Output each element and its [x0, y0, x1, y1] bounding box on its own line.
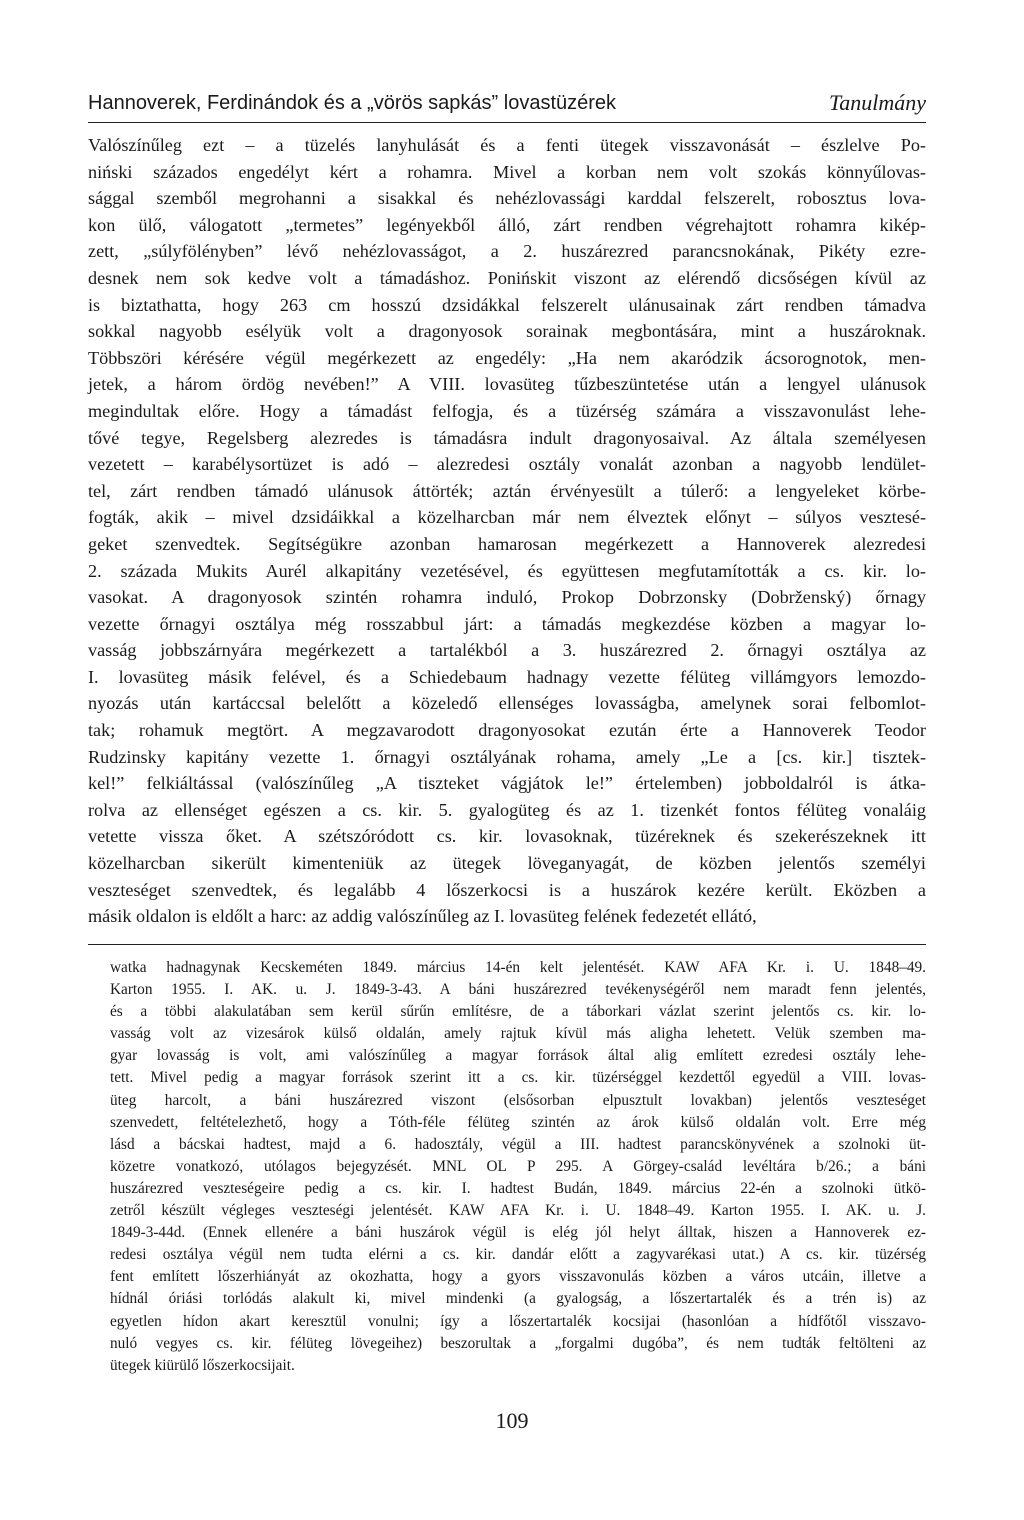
body-line: nyozás után kartáccsal belelőtt a közeledő ellenséges lovasságba, amelynek sorai felbomlot-: [88, 693, 926, 714]
body-line: sokkal nagyobb esélyük volt a dragonyosok sorainak megbontására, mint a huszároknak.: [88, 321, 926, 342]
body-line: vasokat. A dragonyosok szintén rohamra induló, Prokop Dobrzonsky (Dobrženský) őrnagy: [88, 587, 926, 608]
body-line: rolva az ellenséget egészen a cs. kir. 5. gyalogüteg és az 1. tizenkét fontos félüteg vonaláig: [88, 799, 926, 820]
body-line: Valószínűleg ezt – a tüzelés lanyhulását és a fenti ütegek visszavonását – észlelve Po-: [88, 135, 926, 155]
body-line: Rudzinsky kapitány vezette 1. őrnagyi osztályának rohama, amely „Le a [cs. kir.] tisztek-: [88, 746, 926, 767]
body-line: niński százados engedélyt kért a rohamra. Mivel a korban nem volt szokás könnyűlovas-: [88, 161, 926, 182]
footnote-line: nuló vegyes cs. kir. félüteg lövegeihez) beszorultak a „forgalmi dugóba”, és nem tudták feltölteni az: [110, 1334, 926, 1352]
footnote-line: lásd a bácskai hadtest, majd a 6. hadosztály, végül a III. hadtest parancskönyvének a szolnoki üt-: [110, 1135, 926, 1153]
footnote-line: gyar lovasság is volt, ami valószínűleg a magyar források által alig említett ezredesi osztály lehe-: [110, 1047, 926, 1065]
body-line: közelharcban sikerült kimenteniük az ütegek löveganyagát, de közben jelentős személyi: [88, 853, 926, 874]
body-line: fogták, akik – mivel dzsidáikkal a közelharcban már nem élveztek előnyt – súlyos vesztesé-: [88, 507, 926, 528]
body-line: vasság jobbszárnyára megérkezett a tartalékból a 3. huszárezred 2. őrnagyi osztálya az: [88, 640, 926, 661]
footnote-line: vasság volt az vizesárok külső oldalán, amely rajtuk kívül más aligha lehetett. Velük szemben ma-: [110, 1025, 926, 1043]
footnote-line: 1849-3-44d. (Ennek ellenére a báni huszárok végül is elég jól helyt álltak, hiszen a Hannoverek ez-: [110, 1224, 926, 1242]
body-line: vezetett – karabélysortüzet is adó – alezredesi osztály vonalát azonban a nagyobb lendület-: [88, 454, 926, 475]
footnote-line: tett. Mivel pedig a magyar források szerint itt a cs. kir. tüzérséggel kezdettől egyedül a VIII. lovas-: [110, 1069, 926, 1087]
footnote-line: zetről készült végleges veszteségi jelentését. KAW AFA Kr. i. U. 1848–49. Karton 1955. I. AK. u. J.: [110, 1202, 926, 1220]
body-line: sággal szemből megrohanni a sisakkal és nehézlovassági karddal felszerelt, robosztus lova-: [88, 188, 926, 209]
footnote-line: közetre vonatkozó, utólagos bejegyzését. MNL OL P 295. A Görgey-család levéltára b/26.; a báni: [110, 1157, 926, 1175]
footnote-line: ütegek kiürülő lőszerkocsijait.: [110, 1356, 295, 1374]
body-line: I. lovasüteg másik felével, és a Schiedebaum hadnagy vezette félüteg villámgyors lemozdo-: [88, 666, 926, 687]
footnote-line: hídnál óriási torlódás alakult ki, mivel mindenki (a gyalogság, a lőszertartalék és a trén is) az: [110, 1290, 926, 1308]
running-header: [88, 88, 926, 123]
body-line: másik oldalon is eldőlt a harc: az addig valószínűleg az I. lovasüteg felének fedezetét ellátó,: [88, 906, 757, 927]
body-line: zett, „súlyfölényben” lévő nehézlovasságot, a 2. huszárezred parancsnokának, Pikéty ezre-: [88, 241, 926, 262]
footnote-line: szenvedett, feltételezhető, hogy a Tóth-féle félüteg szintén az árok külső oldalán volt. Erre még: [110, 1113, 926, 1131]
footnote-line: huszárezred veszteségeire pedig a cs. kir. I. hadtest Budán, 1849. március 22-én a szolnoki ütkö-: [110, 1179, 926, 1197]
footnote-line: watka hadnagynak Kecskeméten 1849. március 14-én kelt jelentését. KAW AFA Kr. i. U. 1848–49.: [110, 959, 926, 976]
footnote-line: redesi osztálya végül nem tudta elérni a cs. kir. dandár előtt a zagyvarékasi utat.) A cs. kir. tüzérség: [110, 1246, 926, 1264]
footnote-line: Karton 1955. I. AK. u. J. 1849-3-43. A báni huszárezred tevékenységéről nem maradt fenn jelentés,: [110, 981, 926, 999]
body-line: jetek, a három ördög nevében!” A VIII. lovasüteg tűzbeszüntetése után a lengyel ulánusok: [88, 374, 926, 395]
body-line: tővé tegye, Regelsberg alezredes is támadásra indult dragonyosaival. Az általa személyesen: [88, 427, 926, 448]
body-line: vetette vissza őket. A szétszóródott cs. kir. lovasoknak, tüzéreknek és szekerészeknek itt: [88, 826, 926, 847]
footnote-line: és a többi alakulatában sem kerül sűrűn említésre, de a táborkari vázlat szerint jelentős cs. kir. lo-: [110, 1003, 926, 1021]
body-line: Többszöri kérésére végül megérkezett az engedély: „Ha nem akaródzik ácsorognotok, men-: [88, 347, 926, 368]
body-paragraph: [88, 132, 926, 930]
body-line: desnek nem sok kedve volt a támadáshoz. Ponińskit viszont az elérendő dicsőségen kívül az: [88, 267, 926, 288]
body-line: kon ülő, válogatott „termetes” legényekből álló, zárt rendben végrehajtott rohamra kikép-: [88, 214, 926, 235]
footnote-line: egyetlen hídon akart keresztül vonulni; így a lőszertartalék kocsijai (hasonlóan a hídfőtől visszavo-: [110, 1312, 926, 1330]
page-number: 109: [495, 1408, 529, 1433]
body-line: vezette őrnagyi osztálya még rosszabbul járt: a támadás megkezdése közben a magyar lo-: [88, 613, 926, 634]
footnote-text: [110, 957, 926, 1377]
body-line: is biztathatta, hogy 263 cm hosszú dzsidákkal felszerelt ulánusainak zárt rendben támadva: [88, 294, 926, 315]
footnote-line: üteg harcolt, a báni huszárezred viszont (elsősorban elpusztult lovakban) jelentős veszteséget: [110, 1091, 926, 1109]
body-line: 2. százada Mukits Aurél alkapitány vezetésével, és együttesen megfutamították a cs. kir. lo-: [88, 560, 926, 581]
footnote-line: fent említett lőszerhiányát az okozhatta, hogy a gyors visszavonulás közben a város utcáin, illetve a: [110, 1268, 926, 1286]
body-line: geket szenvedtek. Segítségükre azonban hamarosan megérkezett a Hannoverek alezredesi: [88, 533, 926, 554]
body-line: megindultak előre. Hogy a támadást felfogja, és a tüzérség számára a visszavonulást lehe-: [88, 400, 926, 421]
running-title: Hannoverek, Ferdinándok és a „vörös sapkás” lovastüzérek: [88, 92, 617, 114]
body-line: tak; rohamuk megtört. A megzavarodott dragonyosokat ezután érte a Hannoverek Teodor: [88, 720, 926, 741]
body-line: kel!” felkiáltással (valószínűleg „A tiszteket vágjátok le!” értelemben) jobboldalról is átka-: [88, 773, 926, 794]
body-line: tel, zárt rendben támadó ulánusok áttörték; aztán érvényesült a túlerő: a lengyeleket körbe-: [88, 480, 926, 501]
section-label: Tanulmány: [829, 90, 926, 115]
body-line: veszteséget szenvedtek, és legalább 4 lőszerkocsi is a huszárok kezére került. Eközben a: [88, 879, 926, 900]
footnote-separator: [88, 944, 926, 945]
